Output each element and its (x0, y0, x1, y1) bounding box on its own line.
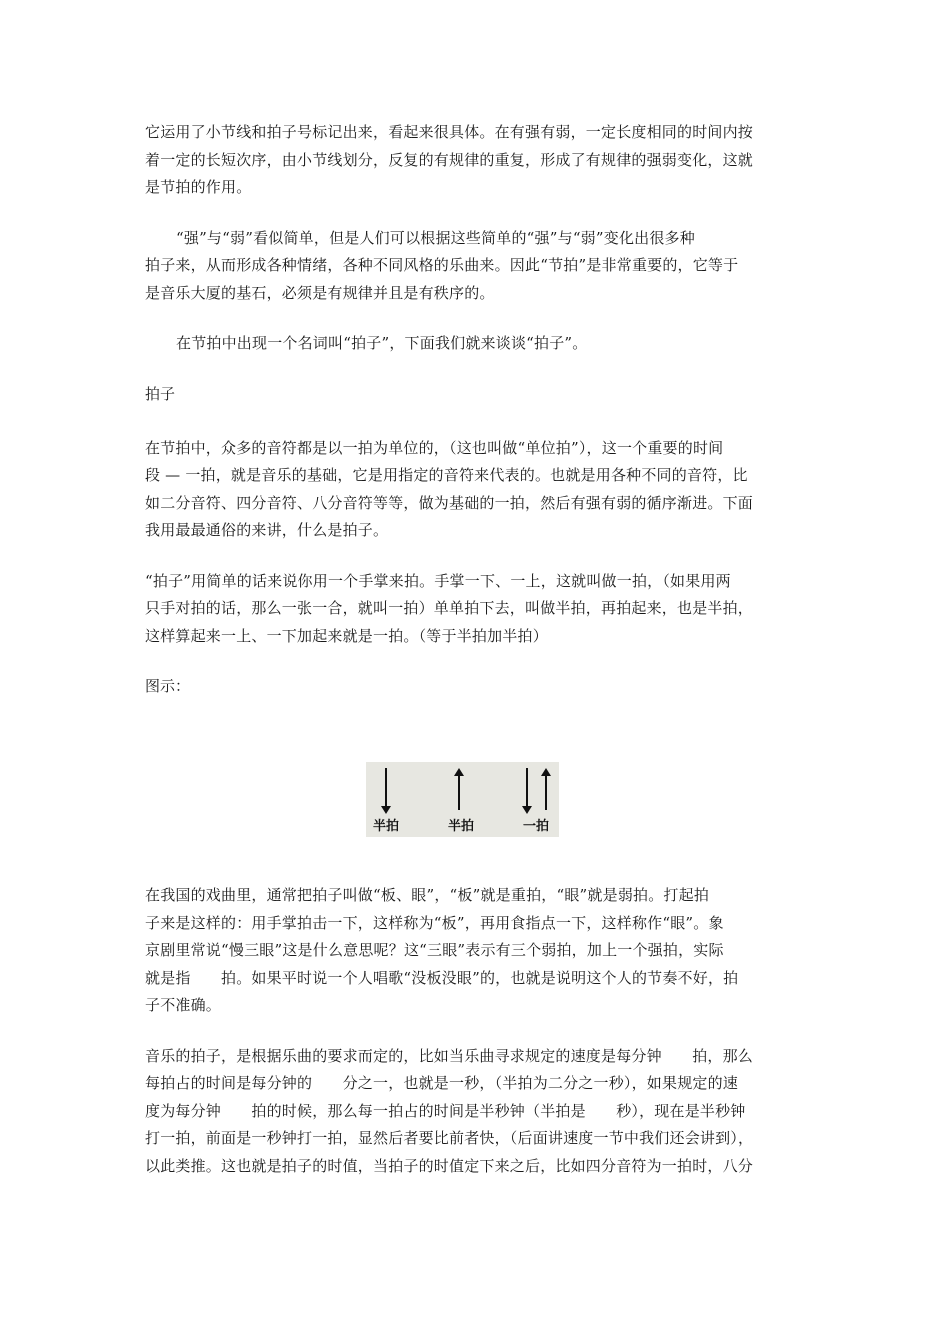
down-up-arrows-icon (527, 768, 546, 810)
figure-caption: 一拍 (522, 819, 550, 834)
document-body-continued (145, 882, 810, 1203)
text-line: 只手对拍的话，那么一张一合，就叫一拍）单单拍下去，叫做半拍，再拍起来，也是半拍， (145, 599, 754, 617)
text-line: 是节拍的作用。 (145, 178, 252, 196)
text-line: 京剧里常说“慢三眼”这是什么意思呢？这“三眼”表示有三个弱拍，加上一个强拍，实际 (145, 941, 724, 959)
text-line: “拍子”用简单的话来说你用一个手掌来拍。手掌一下、一上，这就叫做一拍，（如果用两 (145, 571, 731, 590)
section-heading: 拍子 (145, 384, 176, 403)
text-line: 我用最最通俗的来讲，什么是拍子。 (145, 521, 389, 539)
text-line: 就是指 拍。如果平时说一个人唱歌“没板没眼”的，也就是说明这个人的节奏不好，拍 (145, 968, 739, 987)
paragraph-intro-pazi (145, 330, 810, 358)
text-line: 它运用了小节线和拍子号标记出来，看起来很具体。在有强有弱，一定长度相同的时间内按 (145, 123, 754, 141)
paragraph-hand-clap (145, 568, 810, 651)
text-line: 在节拍中，众多的音符都是以一拍为单位的，（这也叫做“单位拍”），这一个重要的时间 (145, 438, 724, 457)
figure-caption: 半拍 (372, 819, 400, 834)
paragraph-unit-beat (145, 435, 810, 545)
beat-diagram (366, 762, 559, 837)
text-line: 拍子来，从而形成各种情绪，各种不同风格的乐曲来。因此“节拍”是非常重要的，它等于 (145, 256, 739, 274)
figure-label: 图示： (145, 677, 191, 695)
text-line: 每拍占的时间是每分钟的 分之一，也就是一秒，（半拍为二分之一秒），如果规定的速 (145, 1074, 739, 1092)
text-line: 音乐的拍子，是根据乐曲的要求而定的，比如当乐曲寻求规定的速度是每分钟 拍，那么 (145, 1046, 754, 1065)
text-line: 以此类推。这也就是拍子的时值，当拍子的时值定下来之后，比如四分音符为一拍时，八分 (145, 1156, 754, 1175)
text-line: 着一定的长短次序，由小节线划分，反复的有规律的重复，形成了有规律的强弱变化，这就 (145, 150, 754, 169)
text-line: 在我国的戏曲里，通常把拍子叫做“板、眼”，“板”就是重拍，“眼”就是弱拍。打起拍 (145, 886, 710, 904)
text-line: 这样算起来一上、一下加起来就是一拍。（等于半拍加半拍） (145, 626, 548, 645)
text-line: 子不准确。 (145, 996, 222, 1014)
text-line: “强”与“弱”看似简单，但是人们可以根据这些简单的“强”与“弱”变化出很多种 (176, 228, 695, 247)
paragraph-strong-weak (145, 225, 810, 308)
paragraph-opera-banyan (145, 882, 810, 1020)
text-line: 段 — 一拍，就是音乐的基础，它是用指定的音符来代表的。也就是用各种不同的音符，比 (145, 466, 748, 484)
paragraph-beat-function (145, 119, 810, 202)
text-line: 是音乐大厦的基石，必须是有规律并且是有秩序的。 (145, 283, 495, 302)
beat-diagram-svg (366, 762, 559, 837)
document-body (145, 119, 810, 719)
text-line: 在节拍中出现一个名词叫“拍子”，下面我们就来谈谈“拍子”。 (176, 334, 588, 352)
text-line: 如二分音符、四分音符、八分音符等等，做为基础的一拍，然后有强有弱的循序渐进。下面 (145, 493, 754, 512)
text-line: 度为每分钟 拍的时候，那么每一拍占的时间是半秒钟（半拍是 秒），现在是半秒钟 (145, 1101, 746, 1120)
text-line: 打一拍，前面是一秒钟打一拍，显然后者要比前者快，（后面讲速度一节中我们还会讲到）， (145, 1129, 754, 1147)
figure-caption: 半拍 (447, 819, 475, 834)
text-line: 子来是这样的：用手掌拍击一下，这样称为“板”，再用食指点一下，这样称作“眼”。象 (145, 913, 724, 932)
paragraph-beat-duration (145, 1043, 810, 1181)
